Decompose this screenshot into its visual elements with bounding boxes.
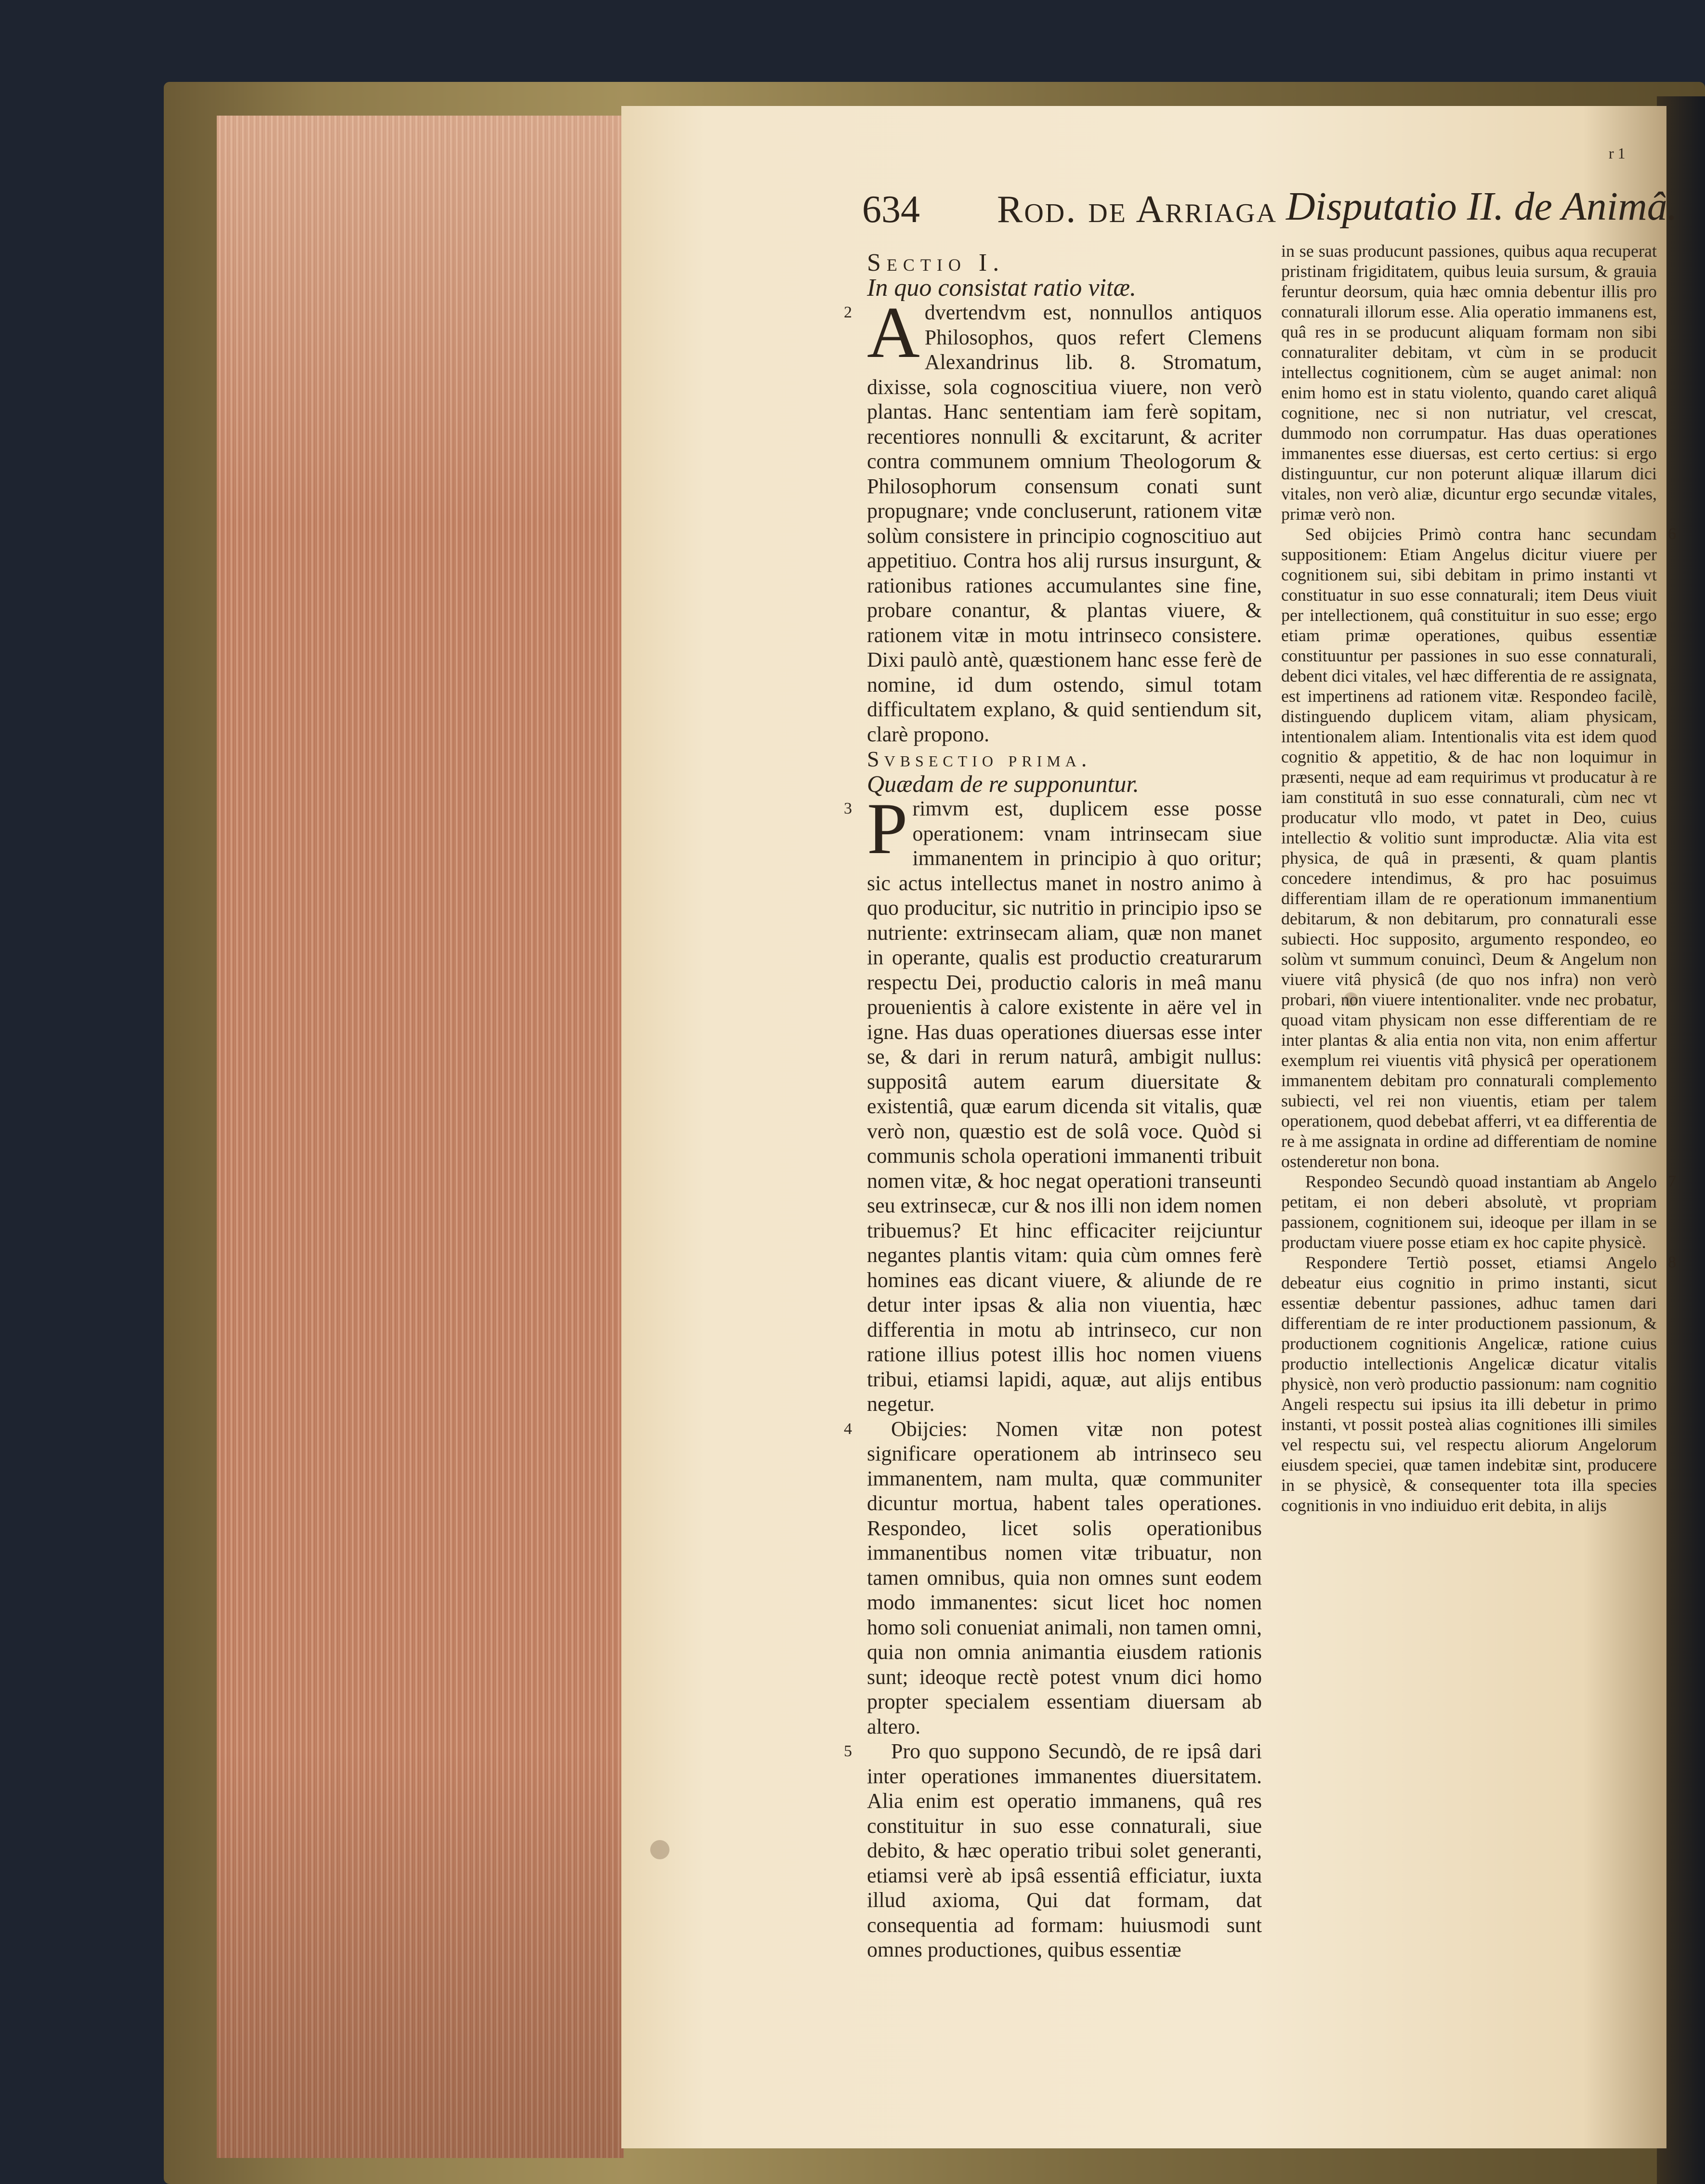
drop-cap: P: [867, 788, 908, 869]
paragraph-text: Obijcies: Nomen vitæ non potest significare operationem ab intrinseco seu immanentem, nam multa, quæ communiter dicuntur mortua, habent tales operationes. Respondeo, licet solis operationibus immanentibus nomen vitæ tribuatur, non tamen omnibus, quia non omnes sunt eodem modo immanentes: sicut licet hoc nomen homo soli conueniat animali, non tamen omni, quia non omnia animantia eiusdem rationis sunt; ideoque rectè potest vnum dici homo propter specialem essentiam diuersam ab altero.: [867, 1417, 1262, 1738]
paragraph-6: [1281, 524, 1676, 1171]
left-column: [844, 249, 1262, 1962]
section-subtitle: In quo consistat ratio vitæ.: [867, 274, 1136, 302]
margin-number: 7: [1668, 1172, 1676, 1190]
page-number: 634: [862, 188, 920, 231]
right-column: [1281, 241, 1676, 1515]
foxing-spot: [650, 1840, 669, 1859]
margin-number: 2: [844, 303, 852, 321]
margin-number: 8: [1668, 1253, 1676, 1271]
margin-number: 3: [844, 800, 852, 817]
margin-number: 6: [1668, 525, 1676, 543]
paragraph-5: [844, 1739, 1262, 1962]
paragraph-text: dvertendvm est, nonnullos antiquos Philosophos, quos refert Clemens Alexandrinus lib. 8. Stromatum, dixisse, sola cognoscitiua viuere, non verò plantas. Hanc sententiam iam ferè sopitam, recentiores nonnulli & excitarunt, & acriter contra communem omnium Theologorum & Philosophorum consensum conati sunt propugnare; vnde concluserunt, rationem vitæ solùm consistere in principio cognoscitiuo aut appetitiuo. Contra hos alij rursus insurgunt, & rationibus rationes accumulantes sine fine, probare conantur, & plantas viuere, & rationem vitæ in motu intrinseco consistere. Dixi paulò antè, quæstionem hanc esse ferè de nomine, id dum ostendo, simul totam difficultatem explano, & quid sentiendum sit, clarè propono.: [867, 301, 1262, 746]
margin-number: 4: [844, 1420, 852, 1438]
corner-mark: r 1: [1609, 145, 1626, 162]
header-author: Rod. de Arriaga: [997, 188, 1277, 231]
drop-cap: A: [867, 292, 920, 373]
paragraph-text: Pro quo suppono Secundò, de re ipsâ dari inter operationes immanentes diuersitatem. Alia enim est operatio immanens, quâ res constituitur in suo esse connaturali, siue debito, & hæc operatio tribui solet generanti, etiamsi verè ab ipsâ essentiâ efficiatur, iuxta illud axioma, Qui dat formam, dat consequentia ad formam: huiusmodi sunt omnes productiones, quibus essentiæ: [867, 1739, 1262, 1961]
paragraph-3: [844, 788, 1262, 1417]
section-title: Sectio I.: [867, 249, 1005, 276]
paragraph-text: Respondeo Secundò quoad instantiam ab Angelo petitam, ei non deberi absolutè, vt propriam passionem, cognitionem sui, ideoque per illam in se productam viuere posse etiam ex hoc capite physicè.: [1281, 1172, 1657, 1252]
subsection-title: Svbsectio prima.: [867, 747, 1092, 771]
paragraph-text: Respondere Tertiò posset, etiamsi Angelo debeatur eius cognitio in primo instanti, sicut essentiæ debentur passiones, adhuc tamen dari differentiam de re inter productionem passionum, & productionem cognitionis Angelicæ, ratione cuius productio intellectionis Angelicæ dicatur vitalis physicè, non verò productio passionum: nam cognitio Angeli respectu sui ipsius ita illi debetur in primo instanti, vt possit posteà alias cognitiones illi similes vel respectu sui, vel respectu aliorum Angelorum eiusdem speciei, quæ tamen indebitæ sint, producere in se physicè, & consequenter tota illa species cognitionis in vno indiuiduo erit debita, in alijs: [1281, 1253, 1657, 1515]
margin-number: 5: [844, 1742, 852, 1760]
paragraph-text: Sed obijcies Primò contra hanc secundam suppositionem: Etiam Angelus dicitur viuere per cognitionem sui, sibi debitam in primo instanti vt constituatur in suo esse connaturali; item Deus viuit per intellectionem, quâ constituitur in suo esse; ergo etiam primæ operationes, quibus essentiæ constituuntur per passiones in suo esse connaturali, debent dici vitales, vel hæc differentia de re assignata, est impertinens ad rationem vitæ. Respondeo facilè, distinguendo duplicem vitam, aliam physicam, intentionalem aliam. Intentionalis vita est idem quod cognitio & appetitio, & de hac non loquimur in præsenti, neque ad eam requirimus vt producatur à re iam constitutâ in suo esse connaturali, cùm nec vt producatur vllo modo, vt patet in Deo, cuius intellectio & volitio sunt improductæ. Alia vita est physica, de quâ in præsenti, & quam plantis concedere intendimus, & pro hac posuimus differentiam illam de re operationum immanentium debitarum, & non debitarum, pro connaturali esse subiecti. Hoc supposito, argumento respondeo, eo solùm vt summum conuincì, Deum & Angelum non viuere vitâ physicâ (de quo nos infra) non verò probari, non viuere intentionaliter. vnde nec probatur, quoad vitam physicam non esse differentiam de re inter plantas & alia entia non vita, non enim affertur exemplum rei viuentis vitâ physicâ per operationem immanentem debitam pro connaturali complemento subiecti, vel rei non viuentis, etiam per talem operationem, quod debebat afferri, vt ea differentia de re à me assignata in ordine ad differentiam de nomine ostenderetur non bona.: [1281, 525, 1657, 1171]
paragraph-text: in se suas producunt passiones, quibus aqua recuperat pristinam frigiditatem, quibus leuia sursum, & grauia feruntur deorsum, quia hæc omnia debentur illis pro connaturali illorum esse. Alia operatio immanens est, quâ res in se producunt aliquam formam non sibi connaturaliter debitam, vt cùm in se producit intellectus cognitionem, cùm se auget animal: non enim homo est in statu violento, quando caret aliquâ cognitione, nec si non nutriatur, vel crescat, dummodo non corrumpatur. Has duas operationes immanentes esse diuersas, est certo certius: si ergo distinguuntur, cur non poterunt aliquæ illarum dici vitales, non verò aliæ, dicuntur ergo secundæ vitales, primæ verò non.: [1281, 241, 1657, 524]
paragraph-text: rimvm est, duplicem esse posse operationem: vnam intrinsecam siue immanentem in principio à quo oritur; sic actus intellectus manet in nostro animo à quo producitur, sic nutritio in principio ipso se nutriente: extrinsecam aliam, quæ non manet in operante, qualis est productio creaturarum respectu Dei, productio caloris in meâ manu prouenientis à calore existente in aëre vel in igne. Has duas operationes diuersas esse inter se, & dari in rerum naturâ, ambigit nullus: suppositâ autem earum diuersitate & existentiâ, quæ earum dicenda sit vitalis, quæ verò non, quæstio est de solâ voce. Quòd si communis schola operationi immanenti tribuit nomen vitæ, & hoc negat operationi transeunti seu extrinsecæ, cur & nos illi non idem nomen tribuemus? Et hinc efficaciter reijciuntur negantes plantis vitam: quia cùm omnes ferè homines eas dicant viuere, & aliunde de re detur inter ipsas & alia non viuentia, hæc differentia in motu ab intrinseco, cur non ratione illius potest illis hoc nomen viuens tribui, etiamsi lapidi, aquæ, aut alijs entibus negetur.: [867, 797, 1262, 1416]
paragraph-8: [1281, 1252, 1676, 1515]
paragraph-continued: [1281, 241, 1657, 524]
paragraph-2: [844, 292, 1262, 747]
page-block-shade: [217, 116, 624, 2158]
running-header: [862, 183, 1678, 236]
paragraph-7: [1281, 1171, 1676, 1252]
subsection-subtitle: Quædam de re supponuntur.: [867, 770, 1139, 797]
header-disputation: Disputatio II. de Animâ.: [1286, 184, 1678, 229]
paragraph-4: [844, 1417, 1262, 1739]
